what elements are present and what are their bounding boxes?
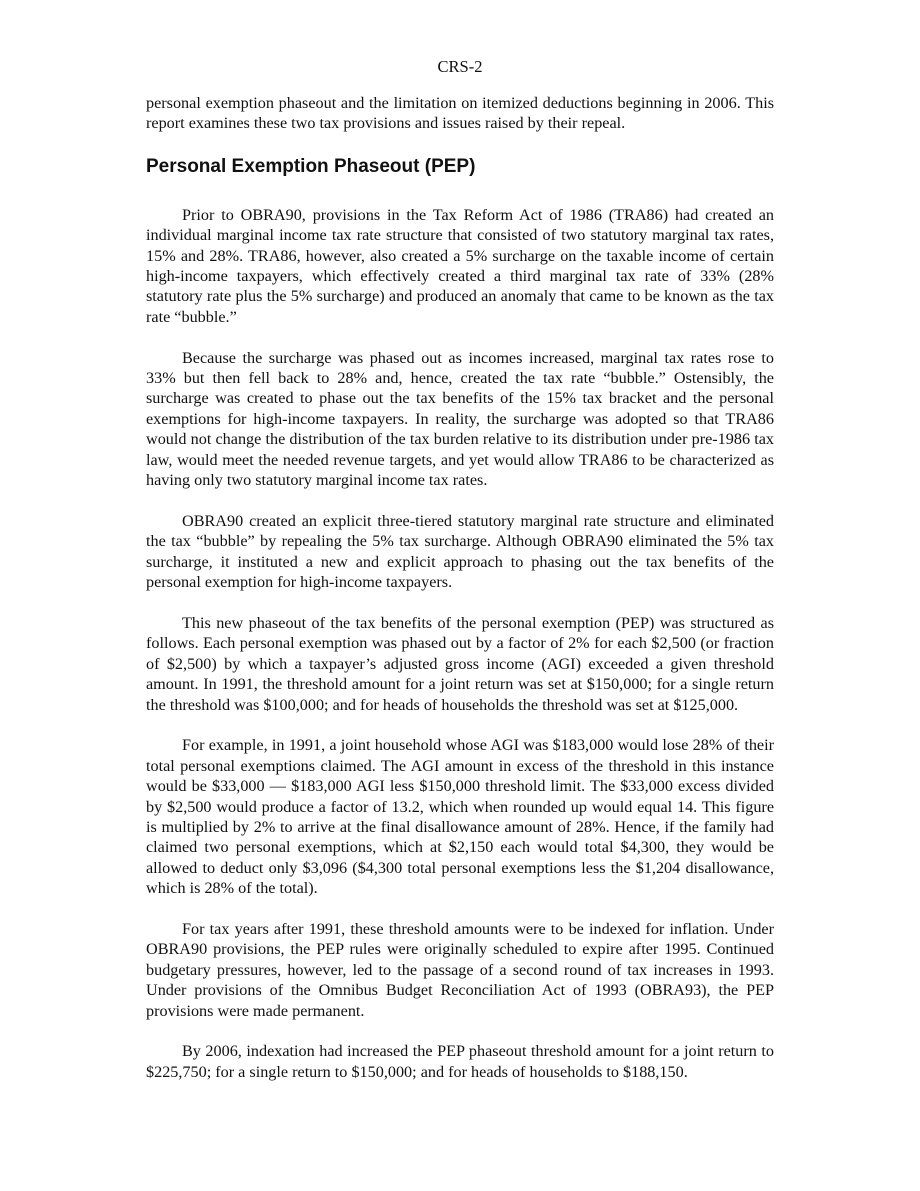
paragraph-tax-bubble: Because the surcharge was phased out as incomes increased, marginal tax rates rose to 33% but then fell back to 28% and, hence, created the tax rate “bubble.” Ostensibly, the surcharge was created to phase out the tax benefits of the 15% tax bracket and the personal exemptions for high-income taxpayers. In reality, the surcharge was adopted so that TRA86 would not change the distribution of the tax burden relative to its distribution under pre-1986 tax law, would meet the needed revenue targets, and yet would allow TRA86 to be characterized as having only two statutory marginal income tax rates. <box>146 348 774 490</box>
paragraph-pep-example: For example, in 1991, a joint household whose AGI was $183,000 would lose 28% of their total personal exemptions claimed. The AGI amount in excess of the threshold in this instance would be $33,000 — $183,000 AGI less $150,000 threshold limit. The $33,000 excess divided by $2,500 would produce a factor of 13.2, which when rounded up would equal 14. This figure is multiplied by 2% to arrive at the final disallowance amount of 28%. Hence, if the family had claimed two personal exemptions, which at $2,150 each would total $4,300, they would be allowed to deduct only $3,096 ($4,300 total personal exemptions less the $1,204 disallowance, which is 28% of the total). <box>146 736 774 898</box>
paragraph-2006-thresholds: By 2006, indexation had increased the PEP phaseout threshold amount for a joint return to $225,750; for a single return to $150,000; and for heads of households to $188,150. <box>146 1042 774 1081</box>
document-body <box>146 93 774 1082</box>
paragraph-pep-structure: This new phaseout of the tax benefits of the personal exemption (PEP) was structured as follows. Each personal exemption was phased out by a factor of 2% for each $2,500 (or fraction of $2,500) by which a taxpayer’s adjusted gross income (AGI) exceeded a given threshold amount. In 1991, the threshold amount for a joint return was set at $150,000; for a single return the threshold was $100,000; and for heads of households the threshold was set at $125,000. <box>146 613 774 714</box>
paragraph-tra86-background: Prior to OBRA90, provisions in the Tax Reform Act of 1986 (TRA86) had created an individual marginal income tax rate structure that consisted of two statutory marginal tax rates, 15% and 28%. TRA86, however, also created a 5% surcharge on the taxable income of certain high-income taxpayers, which effectively created a third marginal tax rate of 33% (28% statutory rate plus the 5% surcharge) and produced an anomaly that came to be known as the tax rate “bubble.” <box>146 205 774 326</box>
page-number-header: CRS-2 <box>437 57 483 76</box>
paragraph-indexation-history: For tax years after 1991, these threshold amounts were to be indexed for inflation. Under OBRA90 provisions, the PEP rules were originally scheduled to expire after 1995. Continued budgetary pressures, however, led to the passage of a second round of tax increases in 1993. Under provisions of the Omnibus Budget Reconciliation Act of 1993 (OBRA93), the PEP provisions were made permanent. <box>146 919 774 1020</box>
paragraph-obra90-structure: OBRA90 created an explicit three-tiered statutory marginal rate structure and eliminated the tax “bubble” by repealing the 5% tax surcharge. Although OBRA90 eliminated the 5% tax surcharge, it instituted a new and explicit approach to phasing out the tax benefits of the personal exemption for high-income taxpayers. <box>146 511 774 592</box>
continued-paragraph: personal exemption phaseout and the limitation on itemized deductions beginning in 2006. This report examines these two tax provisions and issues raised by their repeal. <box>146 94 774 133</box>
section-heading: Personal Exemption Phaseout (PEP) <box>146 155 476 177</box>
